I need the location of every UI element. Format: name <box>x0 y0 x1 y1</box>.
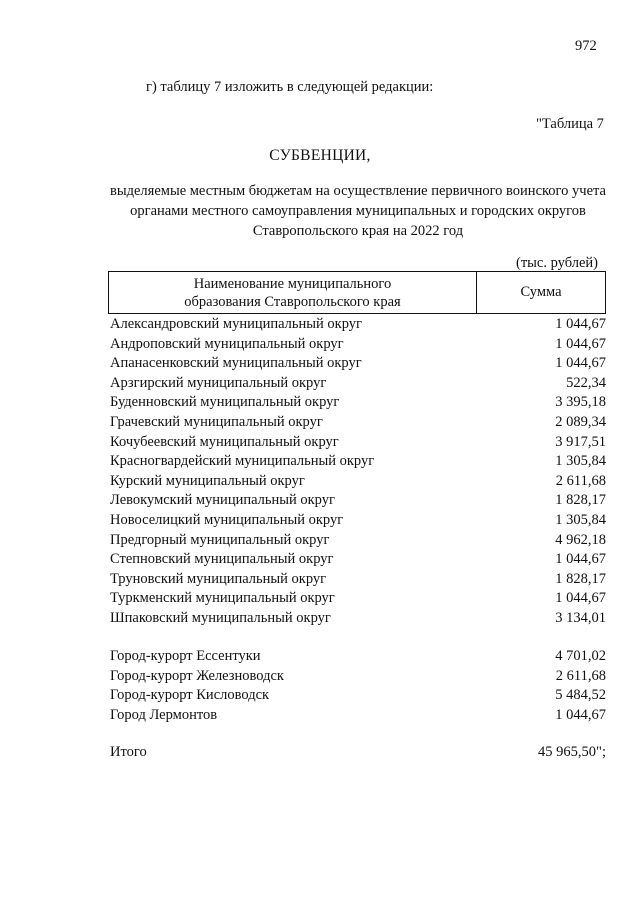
row-name: Курский муниципальный округ <box>110 472 305 489</box>
table-row <box>110 687 606 707</box>
header-name-line2: образования Ставропольского края <box>184 293 401 310</box>
table-header <box>108 271 606 314</box>
row-value: 1 305,84 <box>555 512 606 528</box>
intro-text: г) таблицу 7 изложить в следующей редакции: <box>146 79 434 95</box>
table-row <box>110 590 606 610</box>
row-value: 2 611,68 <box>555 472 606 489</box>
table-row <box>110 610 606 630</box>
row-name: Арзгирский муниципальный округ <box>110 374 327 391</box>
row-name: Труновский муниципальный округ <box>110 570 327 587</box>
row-name: Александровский муниципальный округ <box>110 316 362 332</box>
table-row <box>110 414 606 434</box>
row-value: 45 965,50"; <box>538 744 606 760</box>
header-name-cell <box>109 272 477 313</box>
row-value: 1 044,67 <box>555 316 606 332</box>
table-label: "Таблица 7 <box>536 116 604 132</box>
row-value: 1 828,17 <box>555 570 606 587</box>
row-value: 3 395,18 <box>555 394 606 411</box>
row-name: Город-курорт Ессентуки <box>110 648 261 664</box>
table-row <box>110 453 606 473</box>
row-name: Итого <box>110 744 147 760</box>
row-value: 1 044,67 <box>555 590 606 607</box>
row-name: Апанасенковский муниципальный округ <box>110 355 362 372</box>
total-row <box>110 744 606 764</box>
header-sum-cell <box>477 272 605 313</box>
row-value: 4 962,18 <box>555 531 606 548</box>
row-name: Город-курорт Кисловодск <box>110 687 270 704</box>
row-value: 3 134,01 <box>555 610 606 626</box>
table-row <box>110 571 606 591</box>
row-value: 2 611,68 <box>555 667 606 684</box>
document-subtitle: выделяемые местным бюджетам на осуществление первичного воинского учета органами местного самоуправления муниципальных и городских округов Ставропольского края на 2022 год <box>110 183 606 239</box>
header-name-line1: Наименование муниципального <box>193 275 392 292</box>
row-value: 1 044,67 <box>555 335 606 352</box>
row-value: 1 305,84 <box>555 453 606 470</box>
row-name: Город-курорт Железноводск <box>110 667 284 684</box>
row-name: Андроповский муниципальный округ <box>110 335 344 352</box>
row-value: 1 044,67 <box>555 706 606 723</box>
row-value: 5 484,52 <box>555 687 606 704</box>
page-number: 972 <box>575 38 597 54</box>
row-name: Шпаковский муниципальный округ <box>110 610 331 626</box>
row-name: Степновский муниципальный округ <box>110 551 334 568</box>
row-value: 3 917,51 <box>555 433 606 450</box>
row-name: Буденновский муниципальный округ <box>110 394 340 411</box>
table-row <box>110 668 606 688</box>
table-row <box>110 336 606 356</box>
table-row <box>110 394 606 414</box>
row-name: Грачевский муниципальный округ <box>110 414 323 430</box>
table-row <box>110 473 606 493</box>
row-value: 522,34 <box>566 374 606 391</box>
table-row <box>110 434 606 454</box>
table-row <box>110 355 606 375</box>
row-value: 1 044,67 <box>555 551 606 568</box>
units-label: (тыс. рублей) <box>516 255 598 271</box>
row-name: Предгорный муниципальный округ <box>110 531 330 548</box>
document-title: СУБВЕНЦИИ, <box>269 147 371 164</box>
table-row <box>110 375 606 395</box>
row-value: 1 044,67 <box>555 355 606 372</box>
table-row <box>110 532 606 552</box>
row-value: 2 089,34 <box>555 414 606 430</box>
table-row <box>110 648 606 668</box>
row-value: 1 828,17 <box>555 492 606 509</box>
table-row <box>110 512 606 532</box>
row-value: 4 701,02 <box>555 648 606 664</box>
table-row <box>110 551 606 571</box>
table-row <box>110 316 606 336</box>
header-sum-label: Сумма <box>520 284 562 300</box>
table-row <box>110 707 606 727</box>
row-name: Новоселицкий муниципальный округ <box>110 512 344 528</box>
row-name: Город Лермонтов <box>110 706 218 723</box>
row-name: Туркменский муниципальный округ <box>110 590 335 607</box>
row-name: Красногвардейский муниципальный округ <box>110 453 375 470</box>
table-row <box>110 492 606 512</box>
row-name: Левокумский муниципальный округ <box>110 492 335 509</box>
row-name: Кочубеевский муниципальный округ <box>110 433 339 450</box>
